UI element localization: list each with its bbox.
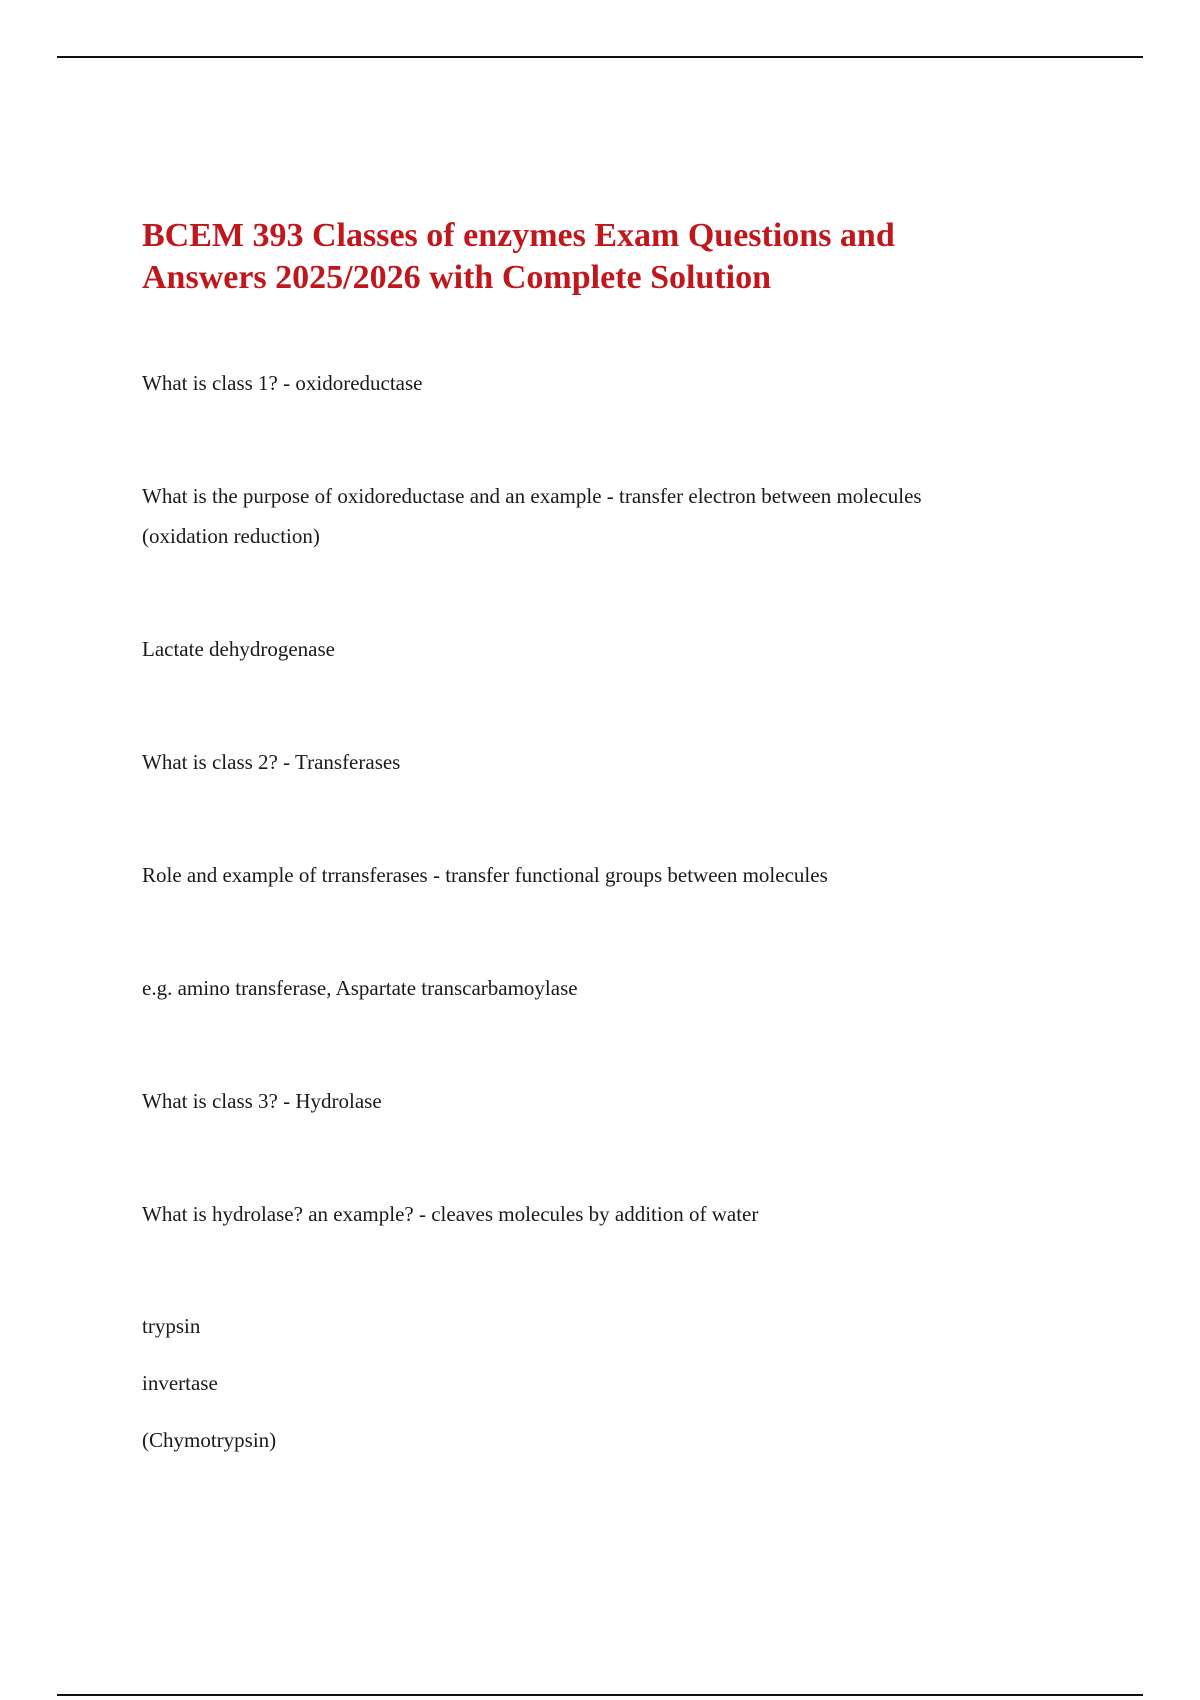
qa-line-transferases-example: e.g. amino transferase, Aspartate transcarbamoylase — [142, 976, 578, 1000]
qa-line-transferases-role: Role and example of trransferases - transfer functional groups between molecules — [142, 863, 828, 887]
qa-line-hydrolase-definition: What is hydrolase? an example? - cleaves molecules by addition of water — [142, 1202, 759, 1226]
title-line-2: Answers 2025/2026 with Complete Solution — [142, 259, 772, 296]
qa-line-oxidoreductase-purpose: What is the purpose of oxidoreductase and an example - transfer electron between molecules — [142, 484, 922, 508]
qa-line-invertase: invertase — [142, 1371, 218, 1395]
qa-line-class-2: What is class 2? - Transferases — [142, 750, 401, 774]
qa-line-lactate-dehydrogenase: Lactate dehydrogenase — [142, 637, 335, 661]
qa-line-trypsin: trypsin — [142, 1314, 201, 1338]
footer-rule — [57, 1694, 1143, 1696]
header-rule — [57, 56, 1143, 58]
qa-line-class-1: What is class 1? - oxidoreductase — [142, 371, 423, 395]
document-title — [142, 215, 1042, 299]
qa-line-oxidoreductase-purpose-cont: (oxidation reduction) — [142, 524, 320, 548]
title-line-1: BCEM 393 Classes of enzymes Exam Questions and — [142, 217, 895, 254]
qa-line-chymotrypsin: (Chymotrypsin) — [142, 1428, 277, 1452]
qa-line-class-3: What is class 3? - Hydrolase — [142, 1089, 382, 1113]
